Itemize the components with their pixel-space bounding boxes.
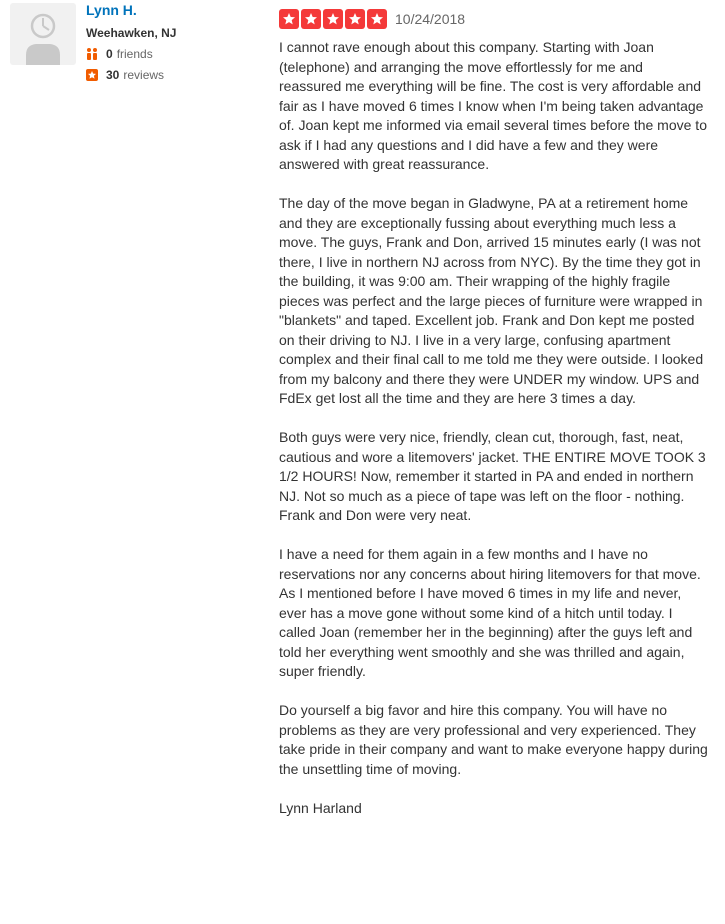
- avatar[interactable]: [10, 3, 76, 65]
- review: [279, 8, 709, 818]
- review-paragraph: I cannot rave enough about this company. Starting with Joan (telephone) and arranging the move effortlessly for me and reassured me everything will be fine. The cost is very affordable and fair as I have moved 6 times I know when I'm being taken advantage of. Joan kept me informed via email several times before the move to ask if I had any questions and I did have a few and they were answered with great reassurance.: [279, 39, 707, 172]
- review-paragraph: Do yourself a big favor and hire this company. You will have no problems as they are very professional and very experienced. They take pride in their company and want to make everyone happy during the unsettling time of moving.: [279, 702, 708, 777]
- friends-icon: [86, 47, 98, 61]
- reviews-stat: [86, 67, 266, 83]
- reviews-count: 30: [106, 68, 120, 82]
- star-icon: [301, 9, 321, 29]
- user-location: Weehawken, NJ: [86, 26, 177, 40]
- reviews-label: reviews: [123, 68, 165, 82]
- review-paragraph: The day of the move began in Gladwyne, PA at a retirement home and they are exceptionally fussing about everything much less a move. The guys, Frank and Don, arrived 15 minutes early (I was not there, I live in northern NJ across from NYC). By the time they got in the building, it was 9:00 am. Their wrapping of the highly fragile pieces was perfect and the large pieces of furniture were wrapped in "blankets" and taped. Excellent job. Frank and Don kept me posted on their driving to NJ. I live in a very large, confusing apartment complex and their final call to me told me they were outside. I looked from my balcony and there they were UNDER my window. UPS and FdEx get lost all the time and they are here 3 times a day.: [279, 195, 704, 406]
- default-user-icon: [10, 3, 76, 65]
- friends-count: 0: [106, 47, 113, 61]
- review-date: 10/24/2018: [395, 11, 466, 27]
- review-signature: Lynn Harland: [279, 799, 362, 816]
- review-paragraph: Both guys were very nice, friendly, clean cut, thorough, fast, neat, cautious and wore a litemovers' jacket. THE ENTIRE MOVE TOOK 3 1/2 HOURS! Now, remember it started in PA and ended in northern NJ. Not so much as a piece of tape was left on the floor - nothing. Frank and Don were very neat.: [279, 429, 706, 523]
- star-rating: [279, 9, 389, 29]
- friends-stat: [86, 46, 266, 62]
- star-icon: [323, 9, 343, 29]
- friends-label: friends: [116, 47, 153, 61]
- review-body: [279, 38, 709, 818]
- star-icon: [279, 9, 299, 29]
- star-icon: [345, 9, 365, 29]
- review-rating-row: [279, 8, 709, 30]
- star-icon: [367, 9, 387, 29]
- user-name-link[interactable]: Lynn H.: [86, 2, 137, 18]
- star-badge-icon: [86, 68, 98, 82]
- user-passport: [86, 0, 266, 83]
- review-paragraph: I have a need for them again in a few months and I have no reservations nor any concerns about hiring litemovers for that move. As I mentioned before I have moved 6 times in my life and never, ever has a move gone without some kind of a hitch until today. I called Joan (remember her in the beginning) after the guys left and told her everything went smoothly and she was thrilled and again, super friendly.: [279, 546, 701, 679]
